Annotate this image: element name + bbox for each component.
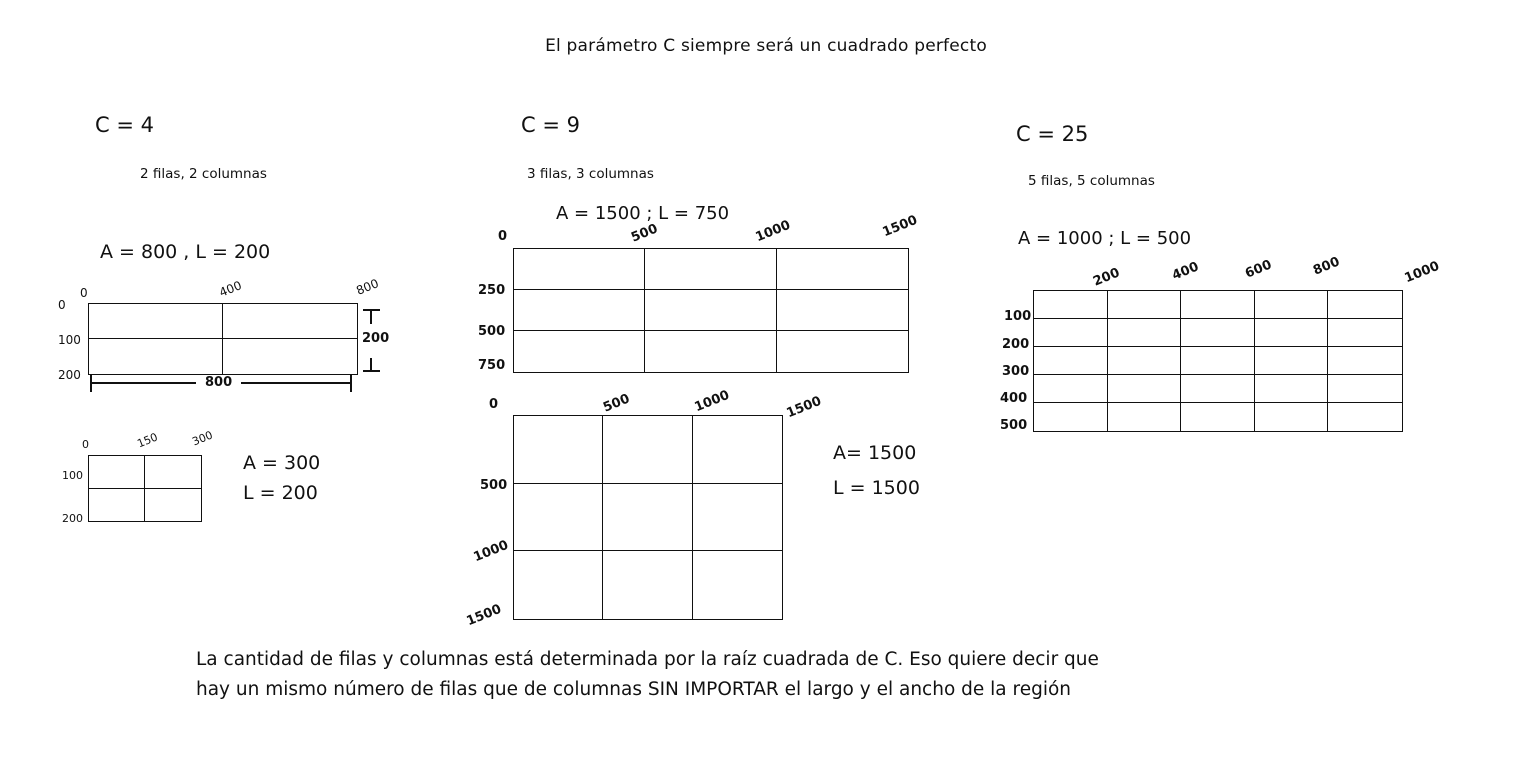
- grid-cell: [89, 339, 223, 374]
- grid-cell: [89, 304, 223, 339]
- case-subtitle-c9: 3 filas, 3 columnas: [527, 166, 654, 182]
- bottom-caption: [196, 645, 1336, 705]
- ytick-c25-4: 500: [1000, 418, 1028, 433]
- grid-cell: [1255, 319, 1329, 347]
- width-measure-cap-right-c4: [350, 374, 352, 392]
- height-measure-top-c4: [370, 310, 372, 324]
- grid-cell: [1255, 403, 1329, 431]
- formula-l-c4-ex2: L = 200: [243, 482, 318, 504]
- grid-c9-ex2: [513, 415, 783, 620]
- grid-cell: [1108, 403, 1182, 431]
- grid-cell: [1034, 403, 1108, 431]
- grid-cell: [603, 484, 692, 552]
- grid-cell: [645, 331, 776, 372]
- height-measure-cap-bottom-c4: [363, 370, 380, 372]
- formula-c4-ex1: A = 800 , L = 200: [100, 241, 271, 263]
- grid-cell: [223, 304, 357, 339]
- grid-cell: [777, 331, 908, 372]
- bottom-caption-line1: La cantidad de filas y columnas está determinada por la raíz cuadrada de C. Eso quiere decir que: [196, 649, 1099, 670]
- grid-cell: [1034, 375, 1108, 403]
- height-measure-cap-top-c4: [363, 309, 380, 311]
- grid-cell: [1255, 347, 1329, 375]
- grid-cell: [1255, 375, 1329, 403]
- ytick-c4-ex2-1: 100: [62, 469, 83, 482]
- xtick-c9-ex2-3: 1500: [784, 393, 824, 422]
- case-subtitle-c4: 2 filas, 2 columnas: [140, 166, 267, 182]
- grid-cell: [514, 331, 645, 372]
- formula-c9-ex1: A = 1500 ; L = 750: [556, 203, 730, 224]
- grid-cell: [1255, 291, 1329, 319]
- ytick-c9-ex1-1: 250: [478, 283, 506, 298]
- xtick-c25-1: 400: [1170, 259, 1201, 284]
- formula-a-c9-ex2: A= 1500: [833, 442, 917, 464]
- xtick-c25-3: 800: [1311, 254, 1342, 279]
- xtick-c9-ex1-0: 0: [498, 229, 508, 244]
- grid-cell: [1108, 319, 1182, 347]
- grid-cell: [1108, 291, 1182, 319]
- grid-cell: [603, 551, 692, 619]
- xtick-c9-ex1-2: 1000: [753, 217, 793, 246]
- grid-cell: [1181, 347, 1255, 375]
- top-caption: El parámetro C siempre será un cuadrado perfecto: [545, 36, 987, 56]
- ytick-c25-3: 400: [1000, 391, 1028, 406]
- ytick-c9-ex2-3: 1500: [464, 601, 504, 630]
- ytick-c9-ex1-2: 500: [478, 324, 506, 339]
- case-subtitle-c25: 5 filas, 5 columnas: [1028, 173, 1155, 189]
- formula-l-c9-ex2: L = 1500: [833, 477, 920, 499]
- ytick-c4-ex1-2: 200: [58, 368, 81, 382]
- grid-cell: [1328, 347, 1402, 375]
- xtick-c25-4: 1000: [1402, 258, 1442, 287]
- grid-cell: [603, 416, 692, 484]
- xtick-c9-ex2-1: 500: [601, 391, 632, 416]
- grid-cell: [693, 416, 782, 484]
- ytick-c4-ex1-1: 100: [58, 333, 81, 347]
- grid-cell: [1328, 403, 1402, 431]
- formula-a-c4-ex2: A = 300: [243, 452, 321, 474]
- ytick-c4-ex2-2: 200: [62, 512, 83, 525]
- grid-cell: [1328, 291, 1402, 319]
- grid-cell: [514, 551, 603, 619]
- height-label-c4: 200: [362, 331, 390, 346]
- xtick-c4-ex1-2: 800: [354, 276, 381, 298]
- grid-c9-ex1: [513, 248, 909, 373]
- width-measure-cap-left-c4: [90, 374, 92, 392]
- ytick-c9-ex1-3: 750: [478, 358, 506, 373]
- xtick-c9-ex2-2: 1000: [692, 387, 732, 416]
- grid-cell: [1181, 403, 1255, 431]
- ytick-c25-0: 100: [1004, 309, 1032, 324]
- grid-c25-ex1: [1033, 290, 1403, 432]
- ytick-c9-ex2-1: 500: [480, 478, 508, 493]
- grid-cell: [777, 249, 908, 290]
- grid-c4-ex2: [88, 455, 202, 522]
- grid-cell: [1034, 347, 1108, 375]
- case-title-c4: C = 4: [95, 113, 154, 137]
- case-title-c9: C = 9: [521, 113, 580, 137]
- xtick-c25-0: 200: [1091, 265, 1122, 290]
- formula-c25-ex1: A = 1000 ; L = 500: [1018, 228, 1192, 249]
- grid-cell: [89, 489, 145, 522]
- grid-cell: [1181, 319, 1255, 347]
- xtick-c4-ex1-1: 400: [217, 278, 244, 300]
- bottom-caption-line2: hay un mismo número de filas que de columnas SIN IMPORTAR el largo y el ancho de la región: [196, 679, 1072, 700]
- xtick-c25-2: 600: [1243, 257, 1274, 282]
- grid-cell: [645, 290, 776, 331]
- grid-cell: [1108, 347, 1182, 375]
- grid-cell: [223, 339, 357, 374]
- grid-cell: [1034, 291, 1108, 319]
- grid-c4-ex1: [88, 303, 358, 375]
- grid-cell: [145, 456, 201, 489]
- grid-cell: [514, 290, 645, 331]
- grid-cell: [514, 249, 645, 290]
- grid-cell: [514, 416, 603, 484]
- xtick-c4-ex2-2: 300: [190, 428, 215, 449]
- grid-cell: [514, 484, 603, 552]
- ytick-c25-2: 300: [1002, 364, 1030, 379]
- ytick-c25-1: 200: [1002, 337, 1030, 352]
- grid-cell: [645, 249, 776, 290]
- xtick-c4-ex2-1: 150: [135, 430, 160, 451]
- grid-cell: [777, 290, 908, 331]
- grid-cell: [693, 484, 782, 552]
- xtick-c4-ex1-0: 0: [80, 286, 88, 300]
- grid-cell: [1328, 319, 1402, 347]
- grid-cell: [693, 551, 782, 619]
- xtick-c9-ex1-1: 500: [629, 221, 660, 246]
- grid-cell: [89, 456, 145, 489]
- case-title-c25: C = 25: [1016, 122, 1089, 146]
- xtick-c4-ex2-0: 0: [82, 438, 89, 451]
- grid-cell: [1034, 319, 1108, 347]
- grid-cell: [145, 489, 201, 522]
- grid-cell: [1181, 291, 1255, 319]
- ytick-c4-ex1-0: 0: [58, 298, 66, 312]
- grid-cell: [1328, 375, 1402, 403]
- grid-cell: [1108, 375, 1182, 403]
- grid-cell: [1181, 375, 1255, 403]
- ytick-c9-ex2-2: 1000: [471, 537, 511, 566]
- width-label-c4: 800: [196, 375, 241, 390]
- xtick-c9-ex1-3: 1500: [880, 212, 920, 241]
- xtick-c9-ex2-0: 0: [489, 397, 499, 412]
